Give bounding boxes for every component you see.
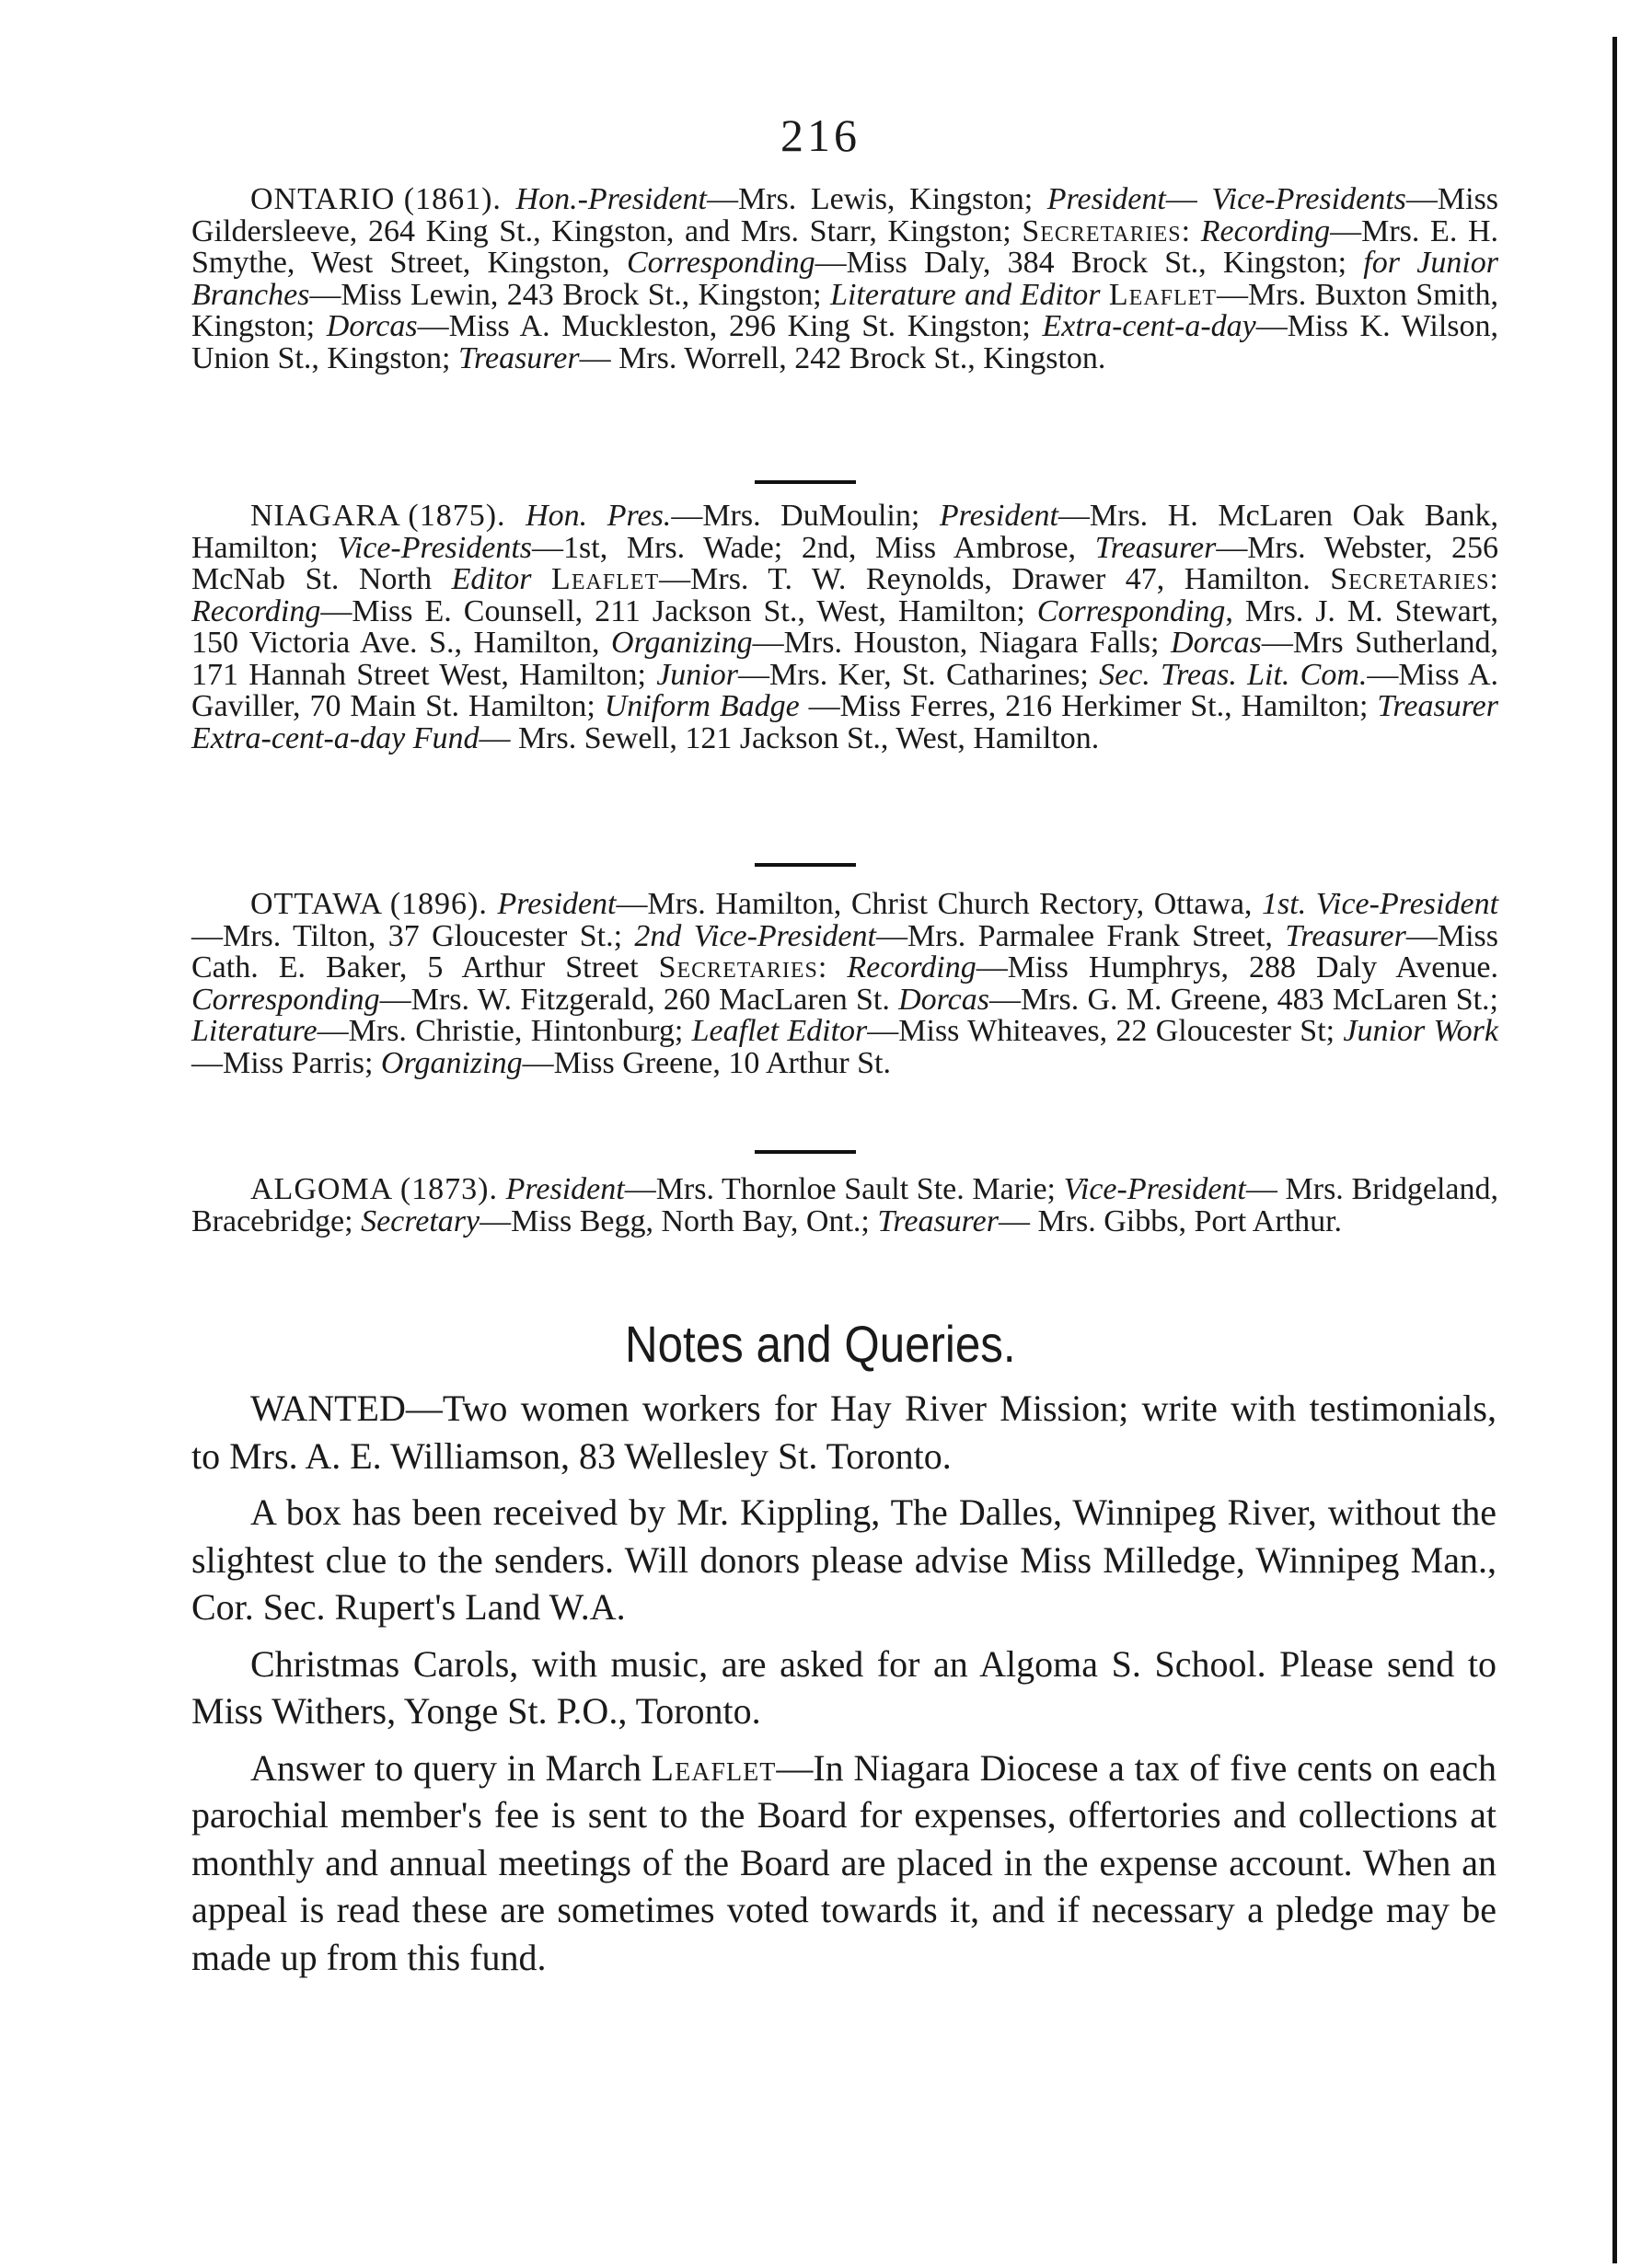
italic-text-run: Corresponding bbox=[191, 982, 380, 1017]
text-run: —Mrs. Hamilton, Christ Church Rectory, Ottawa, bbox=[616, 887, 1263, 921]
italic-text-run: Vice-Presidents bbox=[1211, 182, 1406, 216]
diocese-entry-algoma bbox=[191, 1174, 1498, 1238]
section-divider bbox=[755, 863, 856, 867]
text-run: — Mrs. Worrell, 242 Brock St., Kingston. bbox=[579, 340, 1106, 375]
italic-text-run: Treasurer Extra-cent-a-day Fund bbox=[191, 689, 1498, 755]
text-run: —Miss Gildersleeve, 264 King St., Kingston, and Mrs. Starr, Kingston; bbox=[191, 182, 1499, 248]
italic-text-run: Hon. Pres. bbox=[526, 499, 672, 533]
text-run: — Mrs. Sewell, 121 Jackson St., West, Hamilton. bbox=[479, 720, 1100, 755]
text-run: —Miss Parris; bbox=[191, 1045, 381, 1080]
note-paragraph bbox=[191, 1489, 1497, 1631]
note-paragraph bbox=[191, 1744, 1497, 1982]
small-caps-text-run: Secretaries bbox=[1330, 562, 1490, 596]
diocese-year: (1873). bbox=[399, 1172, 498, 1206]
text-run: —Mrs. Parmalee Frank Street, bbox=[875, 918, 1286, 953]
text-run: —Mrs. DuMoulin; bbox=[671, 499, 940, 533]
text-run: : bbox=[1181, 213, 1201, 248]
text-run: —Miss A. Gaviller, 70 Main St. Hamilton; bbox=[191, 657, 1498, 723]
diocese-year: (1861). bbox=[403, 182, 502, 216]
italic-text-run: Corresponding bbox=[626, 246, 815, 280]
text-run: —Mrs. Christie, Hintonburg; bbox=[317, 1014, 692, 1048]
text-run: —Mrs. Lewis, Kingston; bbox=[706, 182, 1047, 216]
text-run bbox=[1100, 278, 1108, 312]
diocese-entry-niagara bbox=[191, 501, 1498, 754]
text-run: —Miss A. Muckleston, 296 King St. Kingston; bbox=[417, 309, 1043, 343]
text-run: —Miss K. Wilson, Union St., Kingston; bbox=[191, 309, 1498, 375]
italic-text-run: Recording bbox=[191, 593, 321, 628]
italic-text-run: 2nd Vice-President bbox=[634, 918, 876, 953]
text-run: —Mrs Sutherland, 171 Hannah Street West, Hamilton; bbox=[191, 626, 1499, 692]
small-caps-text-run: Secretaries bbox=[1022, 213, 1182, 248]
page-number: 216 bbox=[780, 109, 861, 161]
text-run: : bbox=[1489, 562, 1498, 596]
text-run: —Miss Lewin, 243 Brock St., Kingston; bbox=[309, 277, 831, 312]
italic-text-run: Sec. Treas. Lit. Com. bbox=[1099, 657, 1368, 692]
diocese-name: ONTARIO bbox=[250, 182, 396, 216]
text-run: —Mrs. Houston, Niagara Falls; bbox=[752, 626, 1172, 660]
italic-text-run: Uniform Badge bbox=[604, 689, 800, 723]
italic-text-run: Editor bbox=[451, 562, 532, 596]
italic-text-run: Extra-cent-a-day bbox=[1042, 309, 1256, 343]
text-run bbox=[532, 562, 552, 596]
italic-text-run: Corresponding bbox=[1036, 593, 1226, 628]
text-run: —Mrs. Ker, St. Catharines; bbox=[738, 657, 1100, 692]
diocese-heading bbox=[250, 184, 502, 216]
italic-text-run: Organizing bbox=[611, 626, 753, 660]
text-run: —Mrs. G. M. Greene, 483 McLaren St.; bbox=[988, 982, 1498, 1017]
text-run: —1st, Mrs. Wade; 2nd, Miss Ambrose, bbox=[532, 530, 1095, 565]
text-run: —Mrs. T. W. Reynolds, Drawer 47, Hamilton. bbox=[659, 562, 1331, 596]
note-paragraph bbox=[191, 1641, 1497, 1735]
italic-text-run: Treasurer bbox=[457, 340, 580, 375]
text-run: , Mrs. J. M. Stewart, 150 Victoria Ave. S., Hamilton, bbox=[191, 593, 1498, 660]
diocese-heading bbox=[250, 889, 488, 921]
italic-text-run: Leaflet Editor bbox=[691, 1014, 868, 1048]
diocese-entry-ottawa bbox=[191, 889, 1498, 1079]
notes-body bbox=[191, 1385, 1497, 1990]
italic-text-run: Recording bbox=[1200, 213, 1331, 248]
text-run: —Mrs. Webster, 256 McNab St. North bbox=[191, 530, 1498, 596]
note-paragraph bbox=[191, 1385, 1497, 1479]
diocese-name: OTTAWA bbox=[250, 887, 382, 921]
small-caps-text-run: Secretaries bbox=[658, 950, 818, 984]
text-run: —Miss E. Counsell, 211 Jackson St., West, Hamilton; bbox=[320, 593, 1037, 628]
text-run: : bbox=[817, 950, 848, 984]
text-run: WANTED—Two women workers for Hay River Mission; write with testimonials, to Mrs. A. E. Williamson, 83 Wellesley St. Toronto. bbox=[191, 1387, 1497, 1477]
text-run: —Mrs. W. Fitzgerald, 260 MacLaren St. bbox=[379, 982, 899, 1017]
diocese-officers bbox=[191, 499, 1498, 755]
text-run: —Miss Greene, 10 Arthur St. bbox=[522, 1045, 891, 1080]
notes-and-queries-heading: Notes and Queries. bbox=[625, 1315, 1016, 1373]
italic-text-run: Vice-Presidents bbox=[337, 530, 533, 565]
text-run: — Mrs. Gibbs, Port Arthur. bbox=[998, 1203, 1343, 1238]
italic-text-run: Dorcas bbox=[1171, 626, 1262, 660]
italic-text-run: President bbox=[497, 887, 617, 921]
text-run: A box has been received by Mr. Kippling, The Dalles, Winnipeg River, without the slightest clue to the senders. Will donors please advise Miss Milledge, Winnipeg Man., Cor. Sec. Rupert's Land W.A. bbox=[191, 1491, 1497, 1628]
section-divider bbox=[755, 480, 856, 484]
italic-text-run: President bbox=[939, 499, 1058, 533]
section-divider bbox=[755, 1150, 856, 1154]
text-run: —Mrs. Tilton, 37 Gloucester St.; bbox=[191, 918, 635, 953]
italic-text-run: Treasurer bbox=[1285, 918, 1406, 953]
text-run: —Mrs. Thornloe Sault Ste. Marie; bbox=[624, 1172, 1064, 1206]
text-run: —Mrs. Buxton Smith, Kingston; bbox=[191, 277, 1498, 343]
italic-text-run: for Junior Branches bbox=[191, 246, 1498, 312]
diocese-heading bbox=[250, 1174, 498, 1206]
italic-text-run: Junior bbox=[656, 657, 738, 692]
small-caps-text-run: Leaflet bbox=[651, 1746, 777, 1789]
diocese-name: ALGOMA bbox=[250, 1172, 392, 1206]
text-run: Answer to query in March bbox=[250, 1746, 652, 1789]
text-run: Christmas Carols, with music, are asked for an Algoma S. School. Please send to Miss Withers, Yonge St. P.O., Toronto. bbox=[191, 1642, 1497, 1732]
italic-text-run: Junior Work bbox=[1343, 1014, 1499, 1048]
text-run: —In Niagara Diocese a tax of five cents on each parochial member's fee is sent to the Board for expenses, offertories and collections at monthly and annual meetings of the Board are placed in the expense account. When an appeal is read these are sometimes voted towards it, and if necessary a pledge may be made up from this fund. bbox=[191, 1746, 1497, 1978]
italic-text-run: Hon.-President bbox=[515, 182, 707, 216]
text-run: —Mrs. H. McLaren Oak Bank, Hamilton; bbox=[191, 499, 1498, 565]
text-run: —Miss Daly, 384 Brock St., Kingston; bbox=[815, 246, 1364, 280]
italic-text-run: Dorcas bbox=[898, 982, 989, 1017]
diocese-entry-ontario bbox=[191, 184, 1498, 374]
text-run: — bbox=[1165, 182, 1212, 216]
italic-text-run: Dorcas bbox=[326, 309, 418, 343]
text-run: —Miss Humphrys, 288 Daly Avenue. bbox=[976, 950, 1498, 984]
right-margin-rule bbox=[1612, 37, 1617, 2263]
italic-text-run: Organizing bbox=[380, 1045, 523, 1080]
text-run: —Miss Ferres, 216 Herkimer St., Hamilton; bbox=[799, 689, 1378, 723]
italic-text-run: Literature bbox=[191, 1014, 318, 1048]
text-run: —Miss Cath. E. Baker, 5 Arthur Street bbox=[191, 918, 1498, 984]
diocese-heading bbox=[250, 501, 506, 533]
italic-text-run: Vice-President bbox=[1063, 1172, 1246, 1206]
italic-text-run: Treasurer bbox=[1094, 530, 1217, 565]
italic-text-run: Secretary bbox=[361, 1203, 480, 1238]
diocese-year: (1875). bbox=[408, 499, 506, 533]
italic-text-run: Treasurer bbox=[877, 1203, 999, 1238]
italic-text-run: President bbox=[505, 1172, 625, 1206]
diocese-name: NIAGARA bbox=[250, 499, 399, 533]
italic-text-run: 1st. Vice-President bbox=[1262, 887, 1499, 921]
text-run: —Mrs. E. H. Smythe, West Street, Kingston, bbox=[191, 213, 1499, 280]
text-run: —Miss Begg, North Bay, Ont.; bbox=[480, 1203, 878, 1238]
italic-text-run: Recording bbox=[847, 950, 977, 984]
text-run: —Miss Whiteaves, 22 Gloucester St; bbox=[867, 1014, 1344, 1048]
diocese-year: (1896). bbox=[389, 887, 488, 921]
text-run: — Mrs. Bridgeland, Bracebridge; bbox=[191, 1172, 1499, 1238]
italic-text-run: President bbox=[1046, 182, 1166, 216]
small-caps-text-run: Leaflet bbox=[1108, 277, 1217, 312]
small-caps-text-run: Leaflet bbox=[551, 562, 660, 596]
italic-text-run: Literature and Editor bbox=[830, 277, 1101, 312]
